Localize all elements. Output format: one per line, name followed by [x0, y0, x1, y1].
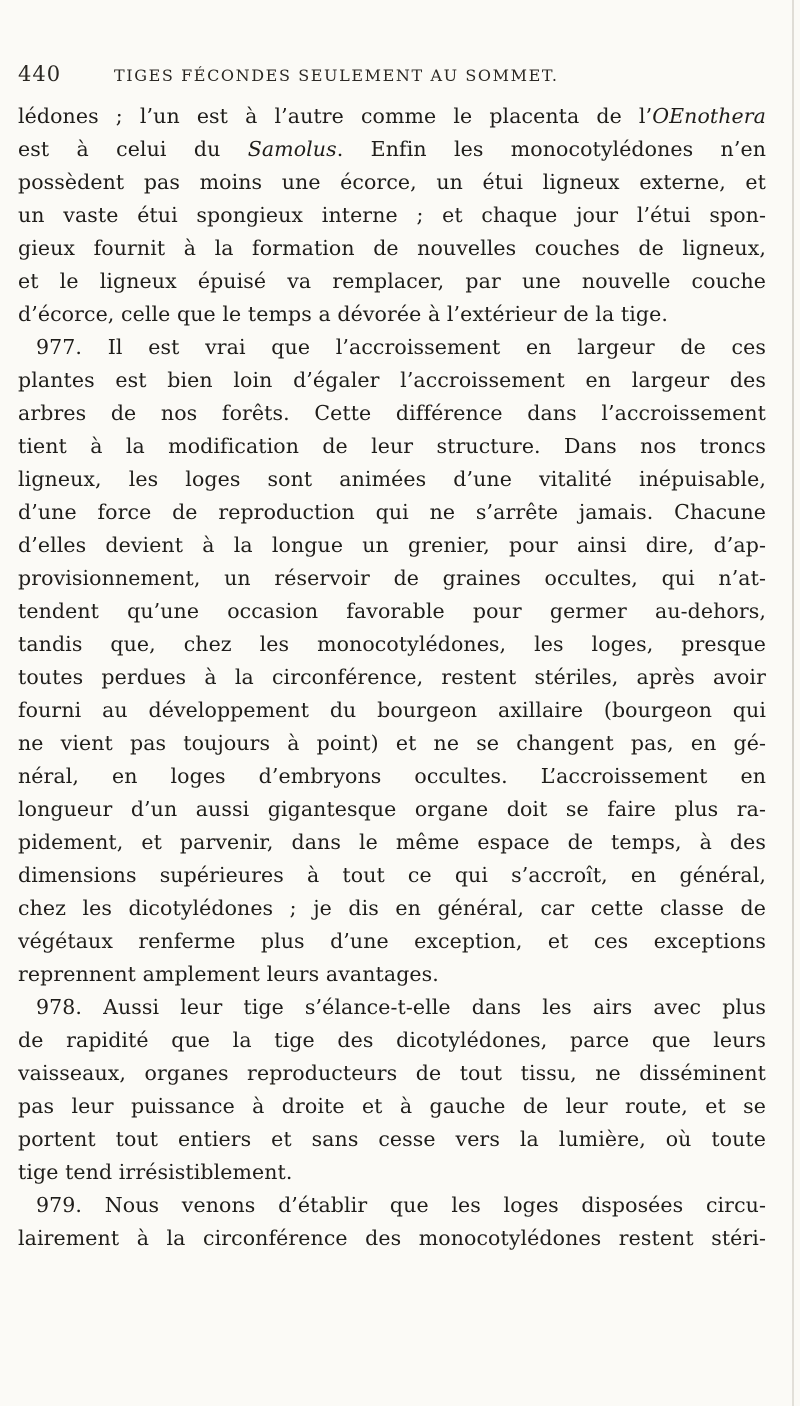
- paragraph-start-979: 979. Nous venons d’établir que les loges disposées circu-: [36, 1193, 766, 1217]
- running-title: TIGES FÉCONDES SEULEMENT AU SOMMET.: [114, 66, 559, 85]
- text-line: fourni au développement du bourgeon axillaire (bourgeon qui: [18, 698, 766, 722]
- text-line: plantes est bien loin d’égaler l’accroissement en largeur des: [18, 368, 766, 392]
- text-line: possèdent pas moins une écorce, un étui ligneux externe, et: [18, 170, 766, 194]
- text-line: tige tend irrésistiblement.: [18, 1160, 293, 1184]
- text-line: tandis que, chez les monocotylédones, les loges, presque: [18, 632, 766, 656]
- text-line: lédones ; l’un est à l’autre comme le placenta de l’OEnothera: [18, 104, 766, 128]
- text-line: ne vient pas toujours à point) et ne se changent pas, en gé-: [18, 731, 766, 755]
- text-line: d’une force de reproduction qui ne s’arrête jamais. Chacune: [18, 500, 766, 524]
- body-text: [18, 100, 766, 1255]
- text-line: ligneux, les loges sont animées d’une vitalité inépuisable,: [18, 467, 766, 491]
- text-line: de rapidité que la tige des dicotylédones, parce que leurs: [18, 1028, 766, 1052]
- text-line: lairement à la circonférence des monocotylédones restent stéri-: [18, 1226, 766, 1250]
- text-line: est à celui du Samolus. Enfin les monocotylédones n’en: [18, 137, 766, 161]
- paragraph-start-978: 978. Aussi leur tige s’élance-t-elle dans les airs avec plus: [36, 995, 766, 1019]
- paragraph-start-977: 977. Il est vrai que l’accroissement en largeur de ces: [36, 335, 766, 359]
- text-line: végétaux renferme plus d’une exception, et ces exceptions: [18, 929, 766, 953]
- text-line: reprennent amplement leurs avantages.: [18, 962, 439, 986]
- text-line: arbres de nos forêts. Cette différence dans l’accroissement: [18, 401, 766, 425]
- page-header: [18, 62, 738, 92]
- text-line: toutes perdues à la circonférence, restent stériles, après avoir: [18, 665, 766, 689]
- text-line: vaisseaux, organes reproducteurs de tout tissu, ne disséminent: [18, 1061, 766, 1085]
- text-line: et le ligneux épuisé va remplacer, par une nouvelle couche: [18, 269, 766, 293]
- italic-taxon: Samolus: [247, 137, 337, 161]
- text-line: pidement, et parvenir, dans le même espace de temps, à des: [18, 830, 766, 854]
- text-line: dimensions supérieures à tout ce qui s’accroît, en général,: [18, 863, 766, 887]
- text-line: provisionnement, un réservoir de graines occultes, qui n’at-: [18, 566, 766, 590]
- page-number: 440: [18, 62, 62, 86]
- text-line: pas leur puissance à droite et à gauche de leur route, et se: [18, 1094, 766, 1118]
- text-line: d’elles devient à la longue un grenier, pour ainsi dire, d’ap-: [18, 533, 766, 557]
- text-line: chez les dicotylédones ; je dis en général, car cette classe de: [18, 896, 766, 920]
- italic-taxon: OEnothera: [652, 104, 766, 128]
- page-edge-shadow: [792, 0, 794, 1406]
- text-line: néral, en loges d’embryons occultes. L’accroissement en: [18, 764, 766, 788]
- text-line: longueur d’un aussi gigantesque organe doit se faire plus ra-: [18, 797, 766, 821]
- text-line: tendent qu’une occasion favorable pour germer au-dehors,: [18, 599, 766, 623]
- text-line: portent tout entiers et sans cesse vers la lumière, où toute: [18, 1127, 766, 1151]
- text-line: gieux fournit à la formation de nouvelles couches de ligneux,: [18, 236, 766, 260]
- text-line: d’écorce, celle que le temps a dévorée à l’extérieur de la tige.: [18, 302, 668, 326]
- text-line: un vaste étui spongieux interne ; et chaque jour l’étui spon-: [18, 203, 766, 227]
- text-line: tient à la modification de leur structure. Dans nos troncs: [18, 434, 766, 458]
